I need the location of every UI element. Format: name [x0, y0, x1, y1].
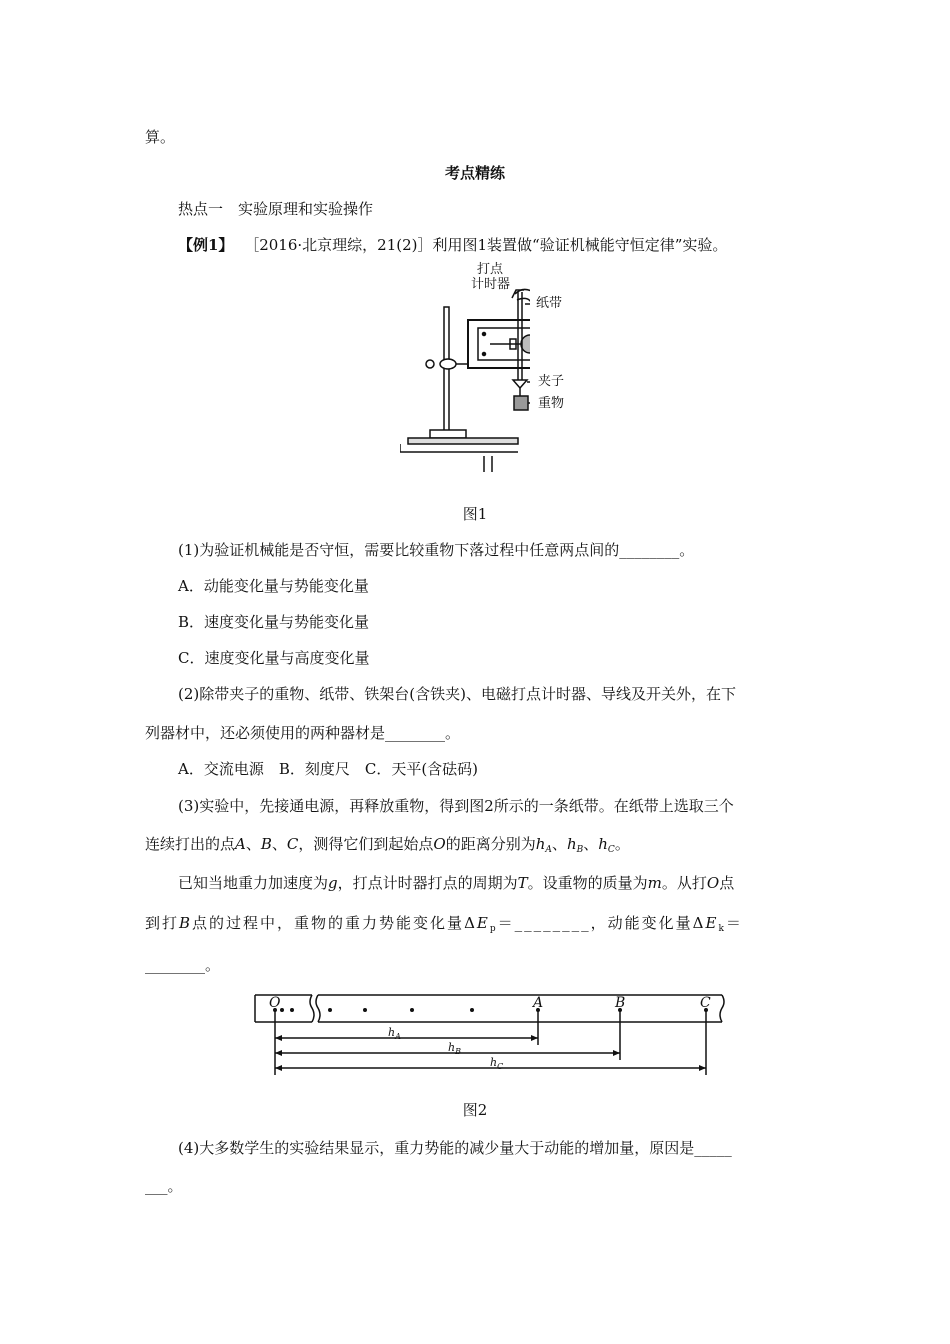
q4-line2: ___。 [145, 1177, 183, 1195]
top-line-text: 算。 [145, 128, 176, 146]
q3-line2-c: 的距离分别为 [445, 835, 536, 853]
q3-line3-a: 已知当地重力加速度为 [178, 874, 329, 892]
q3-line4: 到打B点的过程中，重物的重力势能变化量$\Delta E_p=\_\_\_\_\_\_\_\_$，动能变化量$\Delta E_k=$ [145, 914, 743, 934]
section-title: 考点精练 [444, 164, 505, 182]
tape-point-a: A [533, 995, 544, 1011]
q1-option-a: A．动能变化量与势能变化量 [178, 577, 369, 595]
q3-line5: ________。 [145, 956, 221, 974]
q1-option-c: C．速度变化量与高度变化量 [178, 649, 370, 667]
example-tag: 【例1】 [178, 236, 234, 254]
q3-line2-b: ，测得它们到起始点 [298, 835, 434, 853]
q3-line3-d: 。从打 [661, 874, 707, 892]
q2-options: A．交流电源 B．刻度尺 C．天平(含砝码) [178, 760, 479, 778]
label-weight: 重物 [538, 396, 565, 411]
figure-2-paper-tape [250, 990, 735, 1080]
q3-line4-d: ＝ [725, 914, 743, 932]
q3-line3-e: 点 [719, 874, 735, 892]
figure-1-apparatus [400, 272, 530, 472]
q3-line4-a: 到打 [145, 914, 180, 932]
figure-2-caption: 图2 [462, 1101, 488, 1119]
q2-stem-line2: 列器材中，还必须使用的两种器材是________。 [145, 724, 461, 742]
q3-line4-c: ＝________，动能变化量 [497, 914, 693, 932]
label-clip: 夹子 [538, 374, 565, 389]
q3-line3: 已知当地重力加速度为g，打点计时器打点的周期为T。设重物的质量为m。从打O点 [178, 874, 735, 892]
q4-line1: (4)大多数学生的实验结果显示，重力势能的减少量大于动能的增加量，原因是_____ [178, 1139, 732, 1157]
q3-line3-b: ，打点计时器打点的周期为 [337, 874, 518, 892]
tape-distance-hc: $h_C$ [490, 1056, 504, 1071]
tape-point-c: C [700, 995, 711, 1011]
q1-option-b: B．速度变化量与势能变化量 [178, 613, 370, 631]
tape-point-o: O [269, 995, 281, 1011]
tape-distance-ha: $h_A$ [388, 1026, 401, 1041]
example-source: ［2016·北京理综，21(2)］利用图1装置做“验证机械能守恒定律”实验。 [244, 236, 728, 254]
figure-1-caption: 图1 [462, 505, 488, 523]
q3-line3-c: 。设重物的质量为 [527, 874, 648, 892]
q1-stem: (1)为验证机械能是否守恒，需要比较重物下落过程中任意两点间的________。 [178, 541, 695, 559]
label-timer-line1: 打点 [477, 262, 504, 277]
tape-distance-hb: $h_B$ [448, 1041, 461, 1056]
q3-line2: 连续打出的点A、B、C，测得它们到起始点O的距离分别为$h_A$、$h_B$、$h_C$。 [145, 835, 630, 855]
example-1-line [178, 235, 727, 255]
hot-topic-heading: 热点一 实验原理和实验操作 [178, 200, 374, 218]
label-timer-line2: 计时器 [471, 277, 511, 292]
q3-line2-a: 连续打出的点 [145, 835, 236, 853]
q3-line4-b: 点的过程中，重物的重力势能变化量 [192, 914, 465, 932]
label-paper-tape: 纸带 [536, 296, 563, 311]
tape-point-b: B [615, 995, 626, 1011]
q3-line1: (3)实验中，先接通电源，再释放重物，得到图2所示的一条纸带。在纸带上选取三个 [178, 797, 734, 815]
q2-stem-line1: (2)除带夹子的重物、纸带、铁架台(含铁夹)、电磁打点计时器、导线及开关外，在下 [178, 685, 736, 703]
